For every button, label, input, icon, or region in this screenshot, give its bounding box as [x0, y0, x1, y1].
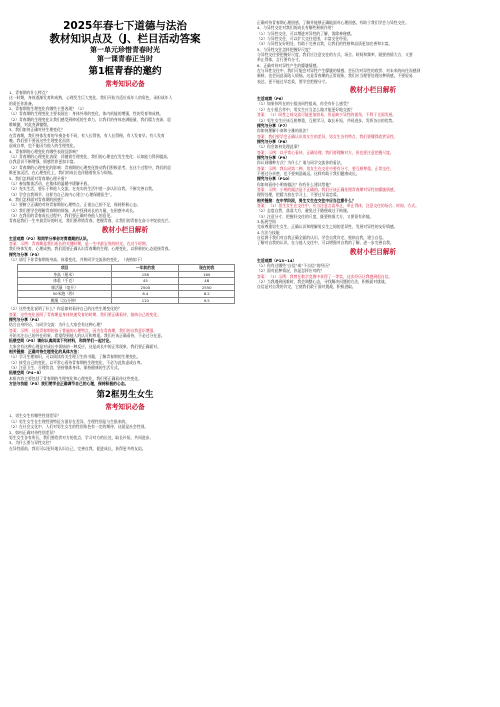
text-line: （1）与异性交往，可以增进对异性的了解，消除神秘感。 [257, 30, 355, 36]
text-line: 与异性交往要把握好尺度，我们应注意交往的方式、场合、时间和频率，既要热情大方，又要 [257, 52, 413, 58]
text-line: 4、青春期的心理变化有哪些表现及影响？ [9, 148, 80, 154]
section-title: 第1框青春的邀约 [88, 66, 162, 77]
table-cell: 9.5 [179, 297, 235, 304]
text-line: 答案：（1）示例：我曾在数学竞赛中获得了一等奖，这次经历让我感到很自信。 [257, 273, 393, 279]
text-line: 探究与分享（P3） [9, 251, 42, 257]
text-line: 在与异性交往中，我们可能会对异性产生朦胧的情感，会因为对异性的欣赏、对未来的向往而感到 [257, 68, 421, 74]
text-line: 虑或自卑，也不能因为他人的生理变化。 [9, 143, 78, 149]
text-line: （1）你有过哪些”自信”或”不自信”的经历？ [257, 263, 332, 269]
table-cell: 2500 [112, 284, 179, 291]
text-line: 拓展空间（P4~5） [9, 370, 44, 376]
doc-subtitle: 教材知识点及（J、栏目活动答案 [49, 33, 201, 45]
right-activity-title: 教材小栏目解析 [349, 86, 397, 95]
table-cell: 8.4 [112, 291, 179, 298]
text-line: 完成尊重男生女生，正确认识和理解男女生之间的差异性，发展对异性的友好情感。 [257, 224, 398, 230]
text-line: （1）参加集体活动，在集体的温暖中缓解矛盾。 [9, 180, 92, 186]
text-line: 大家会有这种心理是对成长中烦恼的一种反应，这是成长中的正常现象，我们要正确面对。 [9, 343, 161, 349]
text-line: （3）注意卫生，合理饮食，坚持锻炼身体，保持健康的生活方式。 [9, 365, 122, 371]
text-line: 本框内容主要包括了青春期的生理变化和心理变化，我们要正确看待这些变化。 [9, 375, 142, 381]
text-line: （3）注意分寸，把握好交往的尺度，既要热情大方，又要留有余地。 [257, 213, 374, 219]
text-line: （2）这些变化说明了什么？你是如何看待自己的这些生理变化的？ [9, 306, 122, 312]
right-activity2-answers [257, 258, 489, 290]
text-line: （1）男生女生在生理性别特征方面存在差异，生理性别是与生俱来的。 [9, 418, 130, 424]
text-line: 在异性面前，我们可以更好地认识自己，完善自我，促进成长，获得更多的友谊。 [9, 445, 146, 451]
text-line: 表达，更不能过早恋爱，要学会把握分寸。 [257, 78, 330, 84]
text-line: 答案：示例：这是青春期的孩子普遍的心理特点，因为在青春期，我们的自我意识增强， [9, 327, 158, 333]
doc-title: 2025年春七下道德与法治 [63, 20, 187, 32]
section2-points [9, 413, 241, 450]
table-cell: 身高（厘米） [18, 271, 112, 278]
text-line: （2）接受自己的变化，以平常心看待青春期的生理变化，不必为此焦虑或自卑。 [9, 359, 145, 365]
text-line: （2）我们要学会理解青春期的烦恼，从中找到成长的力量，在困惑中成长。 [9, 207, 137, 213]
text-line: （3）在我们的青春成长过程中，我们要正确对待他人的意见。 [9, 212, 114, 218]
activity-title: 教材小栏目解析 [101, 225, 149, 234]
table-cell: 50米跑（秒） [18, 291, 112, 298]
text-line: 维敏捷，对此充满憧憬。 [9, 122, 51, 128]
text-line: （2）与异性交往，可以扩大交往范围，丰富交往经验。 [257, 36, 351, 42]
knowledge-points [9, 90, 241, 224]
text-line: 举止得体，言行要有分寸。 [257, 57, 303, 63]
text-line: 理智处理，把精力放在学习上，不要过早谈恋爱。 [257, 192, 341, 198]
activity-answers [9, 236, 241, 263]
unit-title: 第一单元珍惜青春时光 [90, 46, 160, 54]
text-line: 2、青春期的生理变化有哪些主要表现？（1） [9, 106, 86, 112]
table-cell: 8.2 [179, 291, 235, 298]
table-cell: 110 [112, 297, 179, 304]
text-line: 新鲜，也会因此而陷入烦恼。这是青春期的正常现象，我们应当理智处理这种情感，不要轻易 [257, 73, 413, 79]
right-column [257, 20, 489, 700]
text-line: 正确对待青春期心理困惑，了解并能够正确地面对心理困惑。有助于我们学会与异性交往。 [257, 20, 409, 25]
text-line: 青春是我们一生中最美好的时光，我们要珍惜青春，把握青春，让我们的青春在奋斗中绽放光芒。 [9, 218, 173, 224]
text-line: （1）学习生理知识，可以阅读有关生理卫生的书籍，了解青春期的生理变化。 [9, 354, 141, 360]
text-line: （2）在小组合作中，男女生应当怎么做才能更好地交流？ [257, 106, 355, 112]
section2-common-title: 常考知识必备 [105, 403, 145, 412]
text-line: 我们身体发育、心理成熟，我们需要正确认识青春期的生理、心理变化，以积极的心态迎接青春。 [9, 246, 173, 252]
text-line: （2）青春期的生理变化让我们感受到伸延的生命力，让我们的身体充满能量，我们精力充沛，思 [9, 116, 171, 122]
right-activity2-title: 教材小栏目解析 [349, 247, 397, 256]
text-line: （1）青春期的心理变化表现：伴随着生理变化，我们的心理也在发生变化：认知能力得到提高， [9, 154, 171, 160]
text-line: （2）在社会文化中，人们对男生女生的性别角色有一定的期待，这就是社会性别。 [9, 424, 149, 430]
text-line: 4.方法与技能 [257, 229, 280, 235]
text-line: （2）面对此种情况，你是怎样应对的？ [257, 268, 324, 274]
table-row [18, 297, 235, 304]
text-line: （1）青春期的生理变化主要表现在：身体外形的变化，体内机能的增强，性的发育和成熟。 [9, 111, 164, 117]
text-line: 探究与分享（P8） [257, 138, 290, 144]
text-line: （2）青春期的心理变化的影响：青春期的心理变化推动我们积极思考，在这个过程中，我们的思 [9, 164, 171, 170]
growth-table [17, 264, 235, 304]
page [9, 20, 493, 700]
text-line: 拓展空间（P5）请你认真阅读下列材料，和同学们一起讨论。 [9, 338, 114, 344]
text-line: 你如何理解小南和小雅的说法？ [257, 128, 311, 134]
text-line: 3、我们如何正确对待生理变化？ [9, 127, 65, 133]
text-line: 答案：示例：青春期是我们成长的关键时期，是一生中最宝贵的时光。在这个时期， [9, 240, 150, 246]
text-line: 开始关注自己的外在形象，希望得到他人的认可和尊重。我们应该正确看待，不必过分在意。 [9, 333, 165, 339]
text-line: （1）要树立正确的对待青春期的心理特点，正视自己的不足，保持积极心态。 [9, 202, 141, 208]
text-line: 相关链接：在中学阶段，男生女生在交往中应当注意什么？ [257, 197, 356, 203]
table-header-cell: 现在的我 [179, 265, 235, 272]
table-cell: 45 [112, 278, 179, 285]
text-line: 答案：（1）男生女生在交往中，应当注意言谈举止，举止得体，注意交往的场合、时间、方式。 [257, 203, 419, 208]
text-line: 生活观察（P13~14） [257, 257, 297, 263]
text-line: 你如何看待小明的做法？你有什么建议给他？ [257, 181, 333, 187]
text-line: （2）男生女生应该互相尊重，互相学习，取长补短，共同进步，发挥各自的优势。 [257, 117, 397, 123]
table-cell: 160 [179, 271, 235, 278]
text-line: 5、我们怎样面对青春期心理矛盾？ [9, 175, 69, 181]
text-line: 的责任作准备。 [9, 100, 36, 106]
text-line: 探究与分享（P9） [257, 154, 290, 160]
activity-answers-2 [9, 306, 241, 386]
text-line: 维更加灵活，在心理变化上，我们的成长也伴随着快乐与烦恼。 [9, 170, 116, 176]
text-line: 探究与分享（P10） [257, 176, 292, 182]
left-column [9, 20, 241, 700]
text-line: 探究与分享（P7） [257, 122, 290, 128]
text-line: 男生女生各有所长，我们要欣赏对方的优点，学习对方的长处，取长补短，共同进步。 [9, 434, 154, 440]
text-line: 生活观察（P6） [257, 96, 286, 102]
text-line: 你认同哪种方式？为什么？请与同学交流你的看法。 [257, 160, 345, 166]
table-cell: 体重（千克） [18, 278, 112, 285]
right-points [257, 20, 489, 84]
text-line: 答案：示例：小明的做法是不正确的。我们应该正确处理青春期对异性的朦胧情感， [257, 186, 398, 192]
text-line: 自信源于我们对自我正确全面的认识，学会自我肯定，悦纳自我，建立自信。 [257, 235, 387, 241]
text-line: 4、与异性交往对我们的成长有哪些积极作用？ [257, 25, 336, 31]
table-header-cell: 项目 [18, 265, 112, 272]
text-line: 在青春期，我们身体发育的节奏各有不同，有人长得快，有人长得慢，有人发育早，有人发育 [9, 132, 165, 138]
text-line: （1）请写下你青春期的身高、体重变化，并和同学交流你的变化。（表格如下） [9, 256, 145, 262]
section2-title: 第2框男生女生 [96, 390, 154, 401]
text-line: 了解对自我的认识，在与他人交往中，可以增强对自我的了解，进一步完善自我。 [257, 240, 394, 246]
text-line: 结合自身经历，与同学交流：为什么大家会有这种心理？ [9, 322, 104, 328]
text-line: 3.拓展空间 [257, 219, 276, 225]
text-line: （2）当我遇到困难时，我会调整心态，寻找解决问题的方法，积极面对挑战。 [257, 279, 389, 285]
text-line: 6、正确对待对异性产生的朦胧情感。 [257, 62, 321, 68]
text-line: 答案：（1）同性之间交流可能更加容易，但是缺少异性的视角，不利于全面发展。 [257, 112, 397, 118]
text-line: 答案：这些变化说明了青春期是身体快速发育的时期，我们要正确看待，接纳自己的变化。 [9, 311, 161, 317]
right-activity-answers [257, 96, 489, 219]
text-line: 3、为什么要与异性交往？ [9, 440, 54, 446]
text-line: 自信是对自我的肯定，它使我们敢于面对挑战，积极进取。 [257, 284, 356, 290]
text-line: （2）态度自然，落落大方，避免过于随便或过于拘谨。 [257, 208, 351, 214]
text-line: 1、男生女生有哪些性别差异？ [9, 413, 61, 419]
text-line: （2）充实生活，要乐于和他人交流，在充实的生活中进一步认识自我，不断完善自我。 [9, 186, 156, 192]
text-line: （1）如果你所在的小组由同性组成，你会有什么感受？ [257, 101, 351, 107]
table-cell: 48 [179, 278, 235, 285]
text-line: 5、与异性交往怎样把握好尺度？ [257, 46, 313, 52]
right-summary [257, 219, 489, 246]
text-line: 6、我们怎样面对青春期的困惑？ [9, 196, 65, 202]
text-line: 1、青春期有什么特点？ [9, 90, 50, 95]
table-cell: 158 [112, 271, 179, 278]
text-line: 方法与技能（P5）我们要学会正确调节自己的心理，保持积极的心态。 [9, 381, 129, 387]
text-line: （3）与异性友好相处，有助于完善自我，让我们的性格和品质更加完善和丰富。 [257, 41, 393, 47]
table-header-cell: 一年前的我 [112, 265, 179, 272]
table-cell: 跳绳（次/分钟） [18, 297, 112, 304]
common-knowledge-title: 常考知识必备 [105, 80, 145, 88]
text-line: 答案：示例：我认同第二种。男女生在交往中要有分寸，要互相尊重，正常交往， [257, 165, 394, 171]
text-line: 答案：示例：以平常心看待，正确处理，我们要理解对方，但也要注意把握尺度。 [257, 149, 394, 155]
text-line: （1）你会如何处理此事？ [257, 144, 302, 150]
text-line: 答案：我们要学会正确认识男女生的差异，男女生各有特点，我们要懂得欣赏异性。 [257, 133, 398, 139]
table-cell: 肺活量（毫升） [18, 284, 112, 291]
text-line: 相关链接：正确对待生理变化的具体方法： [9, 349, 82, 355]
lesson-title: 第一课青春正当时 [97, 55, 153, 63]
text-line: 自我意识不断增强，情感世界更加丰富。 [9, 159, 78, 165]
text-line: （3）学会自我调节，这样为自己的内心建立“心理保健医生”。 [9, 191, 115, 197]
table-cell: 2550 [179, 284, 235, 291]
text-line: 探究与分享（P4） [9, 317, 42, 322]
text-line: 晚。我们要不要因这些生理变化而焦 [9, 138, 70, 144]
text-line: 不要过分亲密，也不要刻意疏远。这样有助于我们健康成长。 [257, 170, 360, 176]
text-line: 生活观察（P2）和同学分享你对青春期的认识。 [9, 235, 91, 241]
text-line: 这一时期，身体逐渐发育和成熟，心理发生巨大变化，我们开始为适应成年人的角色，承担成年人 [9, 95, 173, 101]
text-line: 2、如何正确对待性别差异？ [9, 429, 57, 435]
